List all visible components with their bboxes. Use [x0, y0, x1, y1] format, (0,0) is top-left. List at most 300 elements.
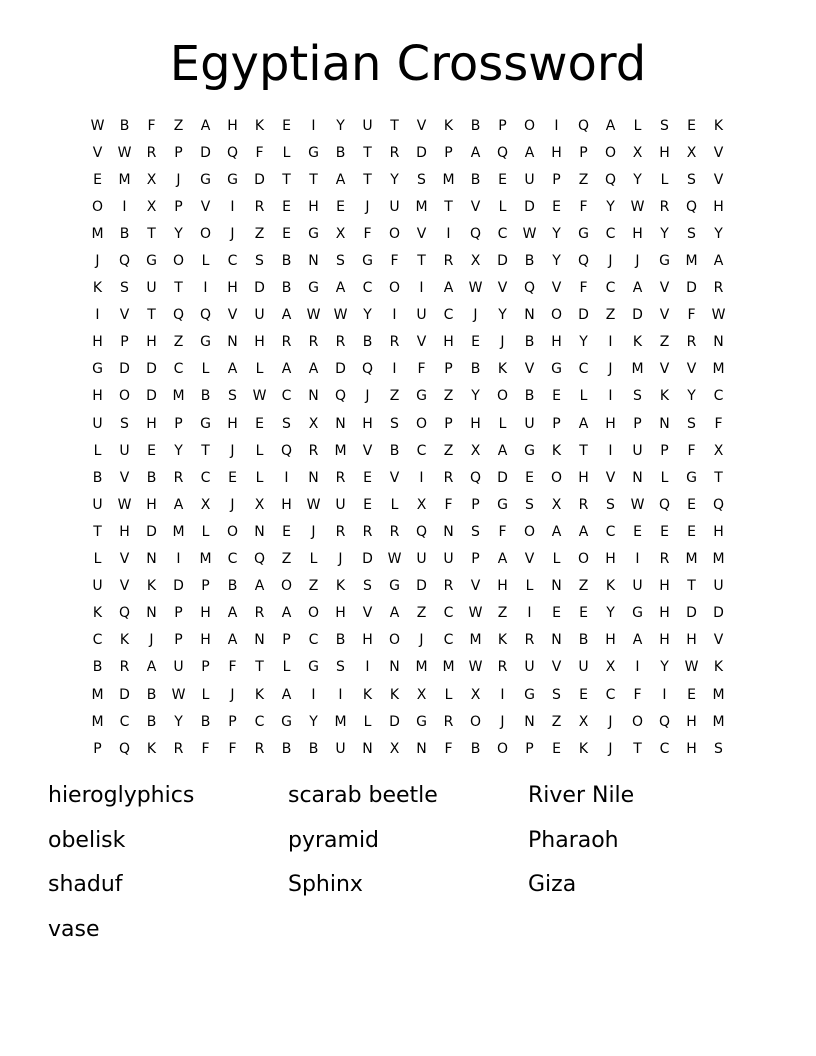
grid-letter[interactable]: X	[632, 144, 643, 161]
grid-letter[interactable]: F	[255, 144, 264, 161]
grid-letter[interactable]: U	[92, 415, 103, 432]
grid-letter[interactable]: E	[282, 523, 291, 540]
grid-letter[interactable]: V	[227, 307, 238, 324]
grid-letter[interactable]: D	[497, 253, 508, 270]
grid-letter[interactable]: G	[632, 605, 643, 622]
grid-letter[interactable]: V	[524, 361, 535, 378]
grid-letter[interactable]: Z	[551, 713, 562, 730]
grid-letter[interactable]: F	[687, 442, 696, 459]
grid-letter[interactable]: P	[471, 496, 480, 513]
grid-letter[interactable]: Z	[605, 307, 616, 324]
grid-letter[interactable]: Q	[577, 253, 590, 270]
grid-letter[interactable]: J	[608, 713, 613, 730]
grid-letter[interactable]: L	[309, 551, 318, 568]
grid-letter[interactable]: W	[306, 496, 321, 513]
grid-letter[interactable]: E	[552, 605, 561, 622]
grid-letter[interactable]: V	[119, 551, 130, 568]
grid-letter[interactable]: Z	[281, 551, 292, 568]
grid-letter[interactable]: A	[281, 307, 292, 324]
grid-letter[interactable]: X	[200, 496, 211, 513]
grid-letter[interactable]: G	[524, 686, 535, 703]
grid-letter[interactable]: W	[711, 307, 726, 324]
grid-letter[interactable]: R	[524, 632, 535, 649]
grid-letter[interactable]: S	[120, 280, 129, 297]
grid-letter[interactable]: L	[525, 578, 534, 595]
grid-letter[interactable]: K	[632, 334, 643, 351]
grid-letter[interactable]: Q	[172, 307, 185, 324]
grid-letter[interactable]: Y	[660, 225, 669, 242]
grid-letter[interactable]: I	[446, 225, 451, 242]
grid-letter[interactable]: S	[633, 388, 642, 405]
grid-letter[interactable]: S	[390, 415, 399, 432]
grid-letter[interactable]: C	[605, 280, 616, 297]
grid-letter[interactable]: A	[308, 361, 319, 378]
grid-letter[interactable]: V	[119, 469, 130, 486]
grid-letter[interactable]: R	[443, 578, 454, 595]
grid-letter[interactable]: K	[254, 117, 265, 134]
grid-letter[interactable]: K	[119, 632, 130, 649]
grid-letter[interactable]: Q	[118, 740, 131, 757]
grid-letter[interactable]: Y	[579, 334, 588, 351]
grid-letter[interactable]: H	[605, 632, 616, 649]
grid-letter[interactable]: S	[660, 117, 669, 134]
grid-letter[interactable]: J	[500, 334, 505, 351]
grid-letter[interactable]: X	[686, 144, 697, 161]
grid-letter[interactable]: P	[174, 144, 183, 161]
grid-letter[interactable]: J	[338, 551, 343, 568]
grid-letter[interactable]: O	[550, 469, 563, 486]
grid-letter[interactable]: F	[201, 740, 210, 757]
grid-letter[interactable]: O	[496, 388, 509, 405]
grid-letter[interactable]: W	[306, 307, 321, 324]
grid-letter[interactable]: G	[362, 253, 373, 270]
grid-letter[interactable]: R	[335, 523, 346, 540]
grid-letter[interactable]: H	[146, 496, 157, 513]
grid-letter[interactable]: C	[578, 361, 589, 378]
grid-letter[interactable]: K	[146, 740, 157, 757]
grid-letter[interactable]: L	[579, 388, 588, 405]
grid-letter[interactable]: S	[228, 388, 237, 405]
grid-letter[interactable]: P	[633, 415, 642, 432]
grid-letter[interactable]: X	[254, 496, 265, 513]
grid-letter[interactable]: C	[173, 361, 184, 378]
grid-letter[interactable]: H	[254, 334, 265, 351]
grid-letter[interactable]: C	[254, 713, 265, 730]
grid-letter[interactable]: P	[228, 713, 237, 730]
grid-letter[interactable]: Y	[660, 659, 669, 676]
grid-letter[interactable]: J	[608, 253, 613, 270]
grid-letter[interactable]: J	[608, 740, 613, 757]
grid-letter[interactable]: D	[173, 578, 184, 595]
grid-letter[interactable]: W	[90, 117, 105, 134]
grid-letter[interactable]: O	[388, 280, 401, 297]
grid-letter[interactable]: E	[552, 740, 561, 757]
grid-letter[interactable]: A	[335, 171, 346, 188]
grid-letter[interactable]: T	[309, 171, 318, 188]
grid-letter[interactable]: J	[635, 253, 640, 270]
grid-letter[interactable]: E	[363, 496, 372, 513]
grid-letter[interactable]: G	[551, 361, 562, 378]
grid-letter[interactable]: E	[282, 198, 291, 215]
grid-letter[interactable]: M	[442, 659, 455, 676]
grid-letter[interactable]: H	[605, 415, 616, 432]
grid-letter[interactable]: K	[389, 686, 400, 703]
grid-letter[interactable]: C	[605, 225, 616, 242]
grid-letter[interactable]: J	[230, 225, 235, 242]
grid-letter[interactable]: Z	[173, 334, 184, 351]
grid-letter[interactable]: D	[200, 144, 211, 161]
grid-letter[interactable]: X	[308, 415, 319, 432]
grid-letter[interactable]: Q	[361, 361, 374, 378]
grid-letter[interactable]: S	[417, 171, 426, 188]
grid-letter[interactable]: H	[308, 198, 319, 215]
grid-letter[interactable]: K	[146, 578, 157, 595]
grid-letter[interactable]: R	[686, 334, 697, 351]
grid-letter[interactable]: E	[363, 469, 372, 486]
grid-letter[interactable]: Q	[199, 307, 212, 324]
grid-letter[interactable]: E	[525, 469, 534, 486]
grid-letter[interactable]: B	[308, 740, 319, 757]
grid-letter[interactable]: S	[363, 578, 372, 595]
grid-letter[interactable]: J	[230, 442, 235, 459]
grid-letter[interactable]: E	[336, 198, 345, 215]
grid-letter[interactable]: D	[146, 388, 157, 405]
grid-letter[interactable]: A	[335, 280, 346, 297]
grid-letter[interactable]: F	[579, 280, 588, 297]
grid-letter[interactable]: V	[524, 551, 535, 568]
grid-letter[interactable]: H	[362, 415, 373, 432]
grid-letter[interactable]: J	[311, 523, 316, 540]
grid-letter[interactable]: V	[362, 605, 373, 622]
grid-letter[interactable]: G	[92, 361, 103, 378]
grid-letter[interactable]: Q	[226, 144, 239, 161]
grid-letter[interactable]: U	[92, 496, 103, 513]
grid-letter[interactable]: O	[550, 307, 563, 324]
grid-letter[interactable]: J	[149, 632, 154, 649]
grid-letter[interactable]: H	[92, 334, 103, 351]
grid-letter[interactable]: S	[255, 253, 264, 270]
grid-letter[interactable]: T	[390, 117, 399, 134]
grid-letter[interactable]: A	[254, 578, 265, 595]
grid-letter[interactable]: G	[686, 469, 697, 486]
grid-letter[interactable]: B	[200, 713, 211, 730]
grid-letter[interactable]: W	[468, 280, 483, 297]
grid-letter[interactable]: L	[633, 117, 642, 134]
grid-letter[interactable]: V	[659, 361, 670, 378]
grid-letter[interactable]: F	[147, 117, 156, 134]
grid-letter[interactable]: P	[660, 442, 669, 459]
grid-letter[interactable]: H	[605, 551, 616, 568]
grid-letter[interactable]: D	[119, 686, 130, 703]
grid-letter[interactable]: E	[498, 171, 507, 188]
grid-letter[interactable]: E	[579, 605, 588, 622]
grid-letter[interactable]: O	[199, 225, 212, 242]
grid-letter[interactable]: Q	[496, 144, 509, 161]
grid-letter[interactable]: L	[444, 686, 453, 703]
grid-letter[interactable]: E	[255, 415, 264, 432]
grid-letter[interactable]: X	[470, 442, 481, 459]
grid-letter[interactable]: I	[527, 605, 532, 622]
grid-letter[interactable]: A	[605, 117, 616, 134]
grid-letter[interactable]: N	[308, 388, 319, 405]
grid-letter[interactable]: D	[335, 361, 346, 378]
grid-letter[interactable]: V	[119, 307, 130, 324]
grid-letter[interactable]: O	[523, 523, 536, 540]
grid-letter[interactable]: H	[227, 415, 238, 432]
grid-letter[interactable]: O	[307, 605, 320, 622]
grid-letter[interactable]: W	[468, 605, 483, 622]
grid-letter[interactable]: T	[363, 171, 372, 188]
grid-letter[interactable]: H	[92, 388, 103, 405]
grid-letter[interactable]: W	[171, 686, 186, 703]
grid-letter[interactable]: X	[578, 713, 589, 730]
grid-letter[interactable]: P	[174, 415, 183, 432]
grid-letter[interactable]: D	[524, 198, 535, 215]
grid-letter[interactable]: F	[444, 740, 453, 757]
grid-letter[interactable]: A	[146, 659, 157, 676]
grid-letter[interactable]: W	[252, 388, 267, 405]
grid-letter[interactable]: K	[578, 740, 589, 757]
grid-letter[interactable]: T	[714, 469, 723, 486]
grid-letter[interactable]: D	[146, 361, 157, 378]
grid-letter[interactable]: P	[552, 415, 561, 432]
grid-letter[interactable]: D	[497, 469, 508, 486]
grid-letter[interactable]: A	[200, 117, 211, 134]
grid-letter[interactable]: A	[632, 632, 643, 649]
grid-letter[interactable]: X	[389, 740, 400, 757]
grid-letter[interactable]: S	[282, 415, 291, 432]
grid-letter[interactable]: O	[523, 117, 536, 134]
grid-letter[interactable]: A	[281, 605, 292, 622]
grid-letter[interactable]: H	[659, 605, 670, 622]
grid-letter[interactable]: C	[200, 469, 211, 486]
grid-letter[interactable]: C	[119, 713, 130, 730]
grid-letter[interactable]: Q	[469, 225, 482, 242]
grid-letter[interactable]: M	[415, 659, 428, 676]
grid-letter[interactable]: N	[335, 415, 346, 432]
grid-letter[interactable]: A	[524, 144, 535, 161]
grid-letter[interactable]: N	[443, 523, 454, 540]
grid-letter[interactable]: I	[338, 686, 343, 703]
grid-letter[interactable]: Q	[469, 469, 482, 486]
grid-letter[interactable]: Z	[416, 605, 427, 622]
grid-letter[interactable]: Y	[336, 117, 345, 134]
grid-letter[interactable]: O	[226, 523, 239, 540]
grid-letter[interactable]: U	[713, 578, 724, 595]
grid-letter[interactable]: X	[605, 659, 616, 676]
grid-letter[interactable]: T	[282, 171, 291, 188]
grid-letter[interactable]: T	[579, 442, 588, 459]
grid-letter[interactable]: I	[392, 361, 397, 378]
grid-letter[interactable]: L	[282, 659, 291, 676]
grid-letter[interactable]: E	[687, 686, 696, 703]
grid-letter[interactable]: A	[578, 523, 589, 540]
grid-letter[interactable]: U	[524, 415, 535, 432]
grid-letter[interactable]: F	[390, 253, 399, 270]
grid-letter[interactable]: D	[146, 523, 157, 540]
grid-letter[interactable]: D	[362, 551, 373, 568]
grid-letter[interactable]: Y	[714, 225, 723, 242]
grid-letter[interactable]: G	[389, 578, 400, 595]
grid-letter[interactable]: H	[551, 334, 562, 351]
grid-letter[interactable]: B	[281, 280, 292, 297]
grid-letter[interactable]: B	[524, 388, 535, 405]
grid-letter[interactable]: B	[200, 388, 211, 405]
grid-letter[interactable]: L	[255, 442, 264, 459]
grid-letter[interactable]: M	[91, 686, 104, 703]
grid-letter[interactable]: M	[712, 686, 725, 703]
grid-letter[interactable]: M	[172, 523, 185, 540]
grid-letter[interactable]: E	[228, 469, 237, 486]
grid-letter[interactable]: P	[282, 632, 291, 649]
grid-letter[interactable]: J	[419, 632, 424, 649]
grid-letter[interactable]: F	[444, 496, 453, 513]
grid-letter[interactable]: N	[254, 632, 265, 649]
grid-letter[interactable]: L	[201, 361, 210, 378]
grid-letter[interactable]: R	[146, 144, 157, 161]
grid-letter[interactable]: I	[662, 686, 667, 703]
grid-letter[interactable]: F	[714, 415, 723, 432]
grid-letter[interactable]: D	[578, 307, 589, 324]
grid-letter[interactable]: M	[199, 551, 212, 568]
grid-letter[interactable]: Y	[687, 388, 696, 405]
grid-letter[interactable]: C	[362, 280, 373, 297]
grid-letter[interactable]: J	[230, 686, 235, 703]
grid-letter[interactable]: T	[93, 523, 102, 540]
grid-letter[interactable]: N	[524, 713, 535, 730]
grid-letter[interactable]: K	[551, 442, 562, 459]
grid-letter[interactable]: J	[365, 388, 370, 405]
grid-letter[interactable]: B	[146, 469, 157, 486]
grid-letter[interactable]: O	[631, 713, 644, 730]
grid-letter[interactable]: B	[281, 740, 292, 757]
grid-letter[interactable]: O	[118, 388, 131, 405]
grid-letter[interactable]: V	[119, 578, 130, 595]
grid-letter[interactable]: I	[500, 686, 505, 703]
grid-letter[interactable]: L	[201, 523, 210, 540]
grid-letter[interactable]: R	[173, 740, 184, 757]
grid-letter[interactable]: Y	[552, 225, 561, 242]
grid-letter[interactable]: A	[281, 686, 292, 703]
grid-letter[interactable]: I	[608, 388, 613, 405]
grid-letter[interactable]: A	[227, 632, 238, 649]
grid-letter[interactable]: D	[389, 713, 400, 730]
grid-letter[interactable]: V	[470, 198, 481, 215]
grid-letter[interactable]: F	[417, 361, 426, 378]
grid-letter[interactable]: C	[497, 225, 508, 242]
grid-letter[interactable]: A	[470, 144, 481, 161]
grid-letter[interactable]: H	[200, 632, 211, 649]
grid-letter[interactable]: X	[470, 253, 481, 270]
grid-letter[interactable]: V	[497, 280, 508, 297]
grid-letter[interactable]: L	[255, 469, 264, 486]
grid-letter[interactable]: Y	[498, 307, 507, 324]
grid-letter[interactable]: D	[254, 171, 265, 188]
grid-letter[interactable]: H	[578, 469, 589, 486]
grid-letter[interactable]: V	[416, 117, 427, 134]
grid-letter[interactable]: B	[470, 171, 481, 188]
grid-letter[interactable]: R	[281, 334, 292, 351]
grid-letter[interactable]: T	[255, 659, 264, 676]
grid-letter[interactable]: Z	[173, 117, 184, 134]
grid-letter[interactable]: W	[630, 496, 645, 513]
grid-letter[interactable]: H	[146, 415, 157, 432]
grid-letter[interactable]: V	[416, 225, 427, 242]
grid-letter[interactable]: T	[633, 740, 642, 757]
grid-letter[interactable]: R	[443, 469, 454, 486]
grid-letter[interactable]: X	[335, 225, 346, 242]
grid-letter[interactable]: C	[308, 632, 319, 649]
grid-letter[interactable]: B	[470, 361, 481, 378]
grid-letter[interactable]: L	[498, 415, 507, 432]
grid-letter[interactable]: U	[146, 280, 157, 297]
grid-letter[interactable]: A	[578, 415, 589, 432]
grid-letter[interactable]: R	[389, 334, 400, 351]
grid-letter[interactable]: B	[335, 632, 346, 649]
grid-letter[interactable]: G	[308, 225, 319, 242]
grid-letter[interactable]: S	[336, 659, 345, 676]
grid-letter[interactable]: Z	[659, 334, 670, 351]
grid-letter[interactable]: V	[416, 334, 427, 351]
grid-letter[interactable]: M	[91, 713, 104, 730]
grid-letter[interactable]: M	[442, 171, 455, 188]
grid-letter[interactable]: N	[146, 551, 157, 568]
grid-letter[interactable]: Q	[685, 198, 698, 215]
grid-letter[interactable]: Q	[415, 523, 428, 540]
grid-letter[interactable]: E	[282, 225, 291, 242]
grid-letter[interactable]: E	[147, 442, 156, 459]
grid-letter[interactable]: B	[470, 117, 481, 134]
grid-letter[interactable]: G	[416, 713, 427, 730]
grid-letter[interactable]: M	[712, 551, 725, 568]
grid-letter[interactable]: S	[552, 686, 561, 703]
grid-letter[interactable]: D	[632, 307, 643, 324]
grid-letter[interactable]: K	[713, 117, 724, 134]
grid-letter[interactable]: M	[469, 632, 482, 649]
grid-letter[interactable]: P	[579, 144, 588, 161]
grid-letter[interactable]: F	[498, 523, 507, 540]
grid-letter[interactable]: K	[659, 388, 670, 405]
grid-letter[interactable]: Y	[633, 171, 642, 188]
grid-letter[interactable]: B	[227, 578, 238, 595]
grid-letter[interactable]: S	[471, 523, 480, 540]
grid-letter[interactable]: W	[333, 307, 348, 324]
grid-letter[interactable]: H	[632, 225, 643, 242]
grid-letter[interactable]: S	[525, 496, 534, 513]
grid-letter[interactable]: V	[713, 144, 724, 161]
grid-letter[interactable]: L	[552, 551, 561, 568]
grid-letter[interactable]: B	[578, 632, 589, 649]
grid-letter[interactable]: X	[146, 171, 157, 188]
grid-letter[interactable]: H	[497, 578, 508, 595]
grid-letter[interactable]: U	[524, 171, 535, 188]
grid-letter[interactable]: B	[119, 117, 130, 134]
grid-letter[interactable]: O	[577, 551, 590, 568]
grid-letter[interactable]: A	[497, 442, 508, 459]
grid-letter[interactable]: Q	[577, 117, 590, 134]
grid-letter[interactable]: Q	[523, 280, 536, 297]
grid-letter[interactable]: W	[117, 496, 132, 513]
grid-letter[interactable]: G	[146, 253, 157, 270]
grid-letter[interactable]: A	[227, 605, 238, 622]
grid-letter[interactable]: S	[120, 415, 129, 432]
grid-letter[interactable]: E	[471, 334, 480, 351]
grid-letter[interactable]: T	[147, 307, 156, 324]
grid-letter[interactable]: Q	[658, 713, 671, 730]
grid-letter[interactable]: U	[335, 740, 346, 757]
grid-letter[interactable]: T	[174, 280, 183, 297]
grid-letter[interactable]: U	[173, 659, 184, 676]
